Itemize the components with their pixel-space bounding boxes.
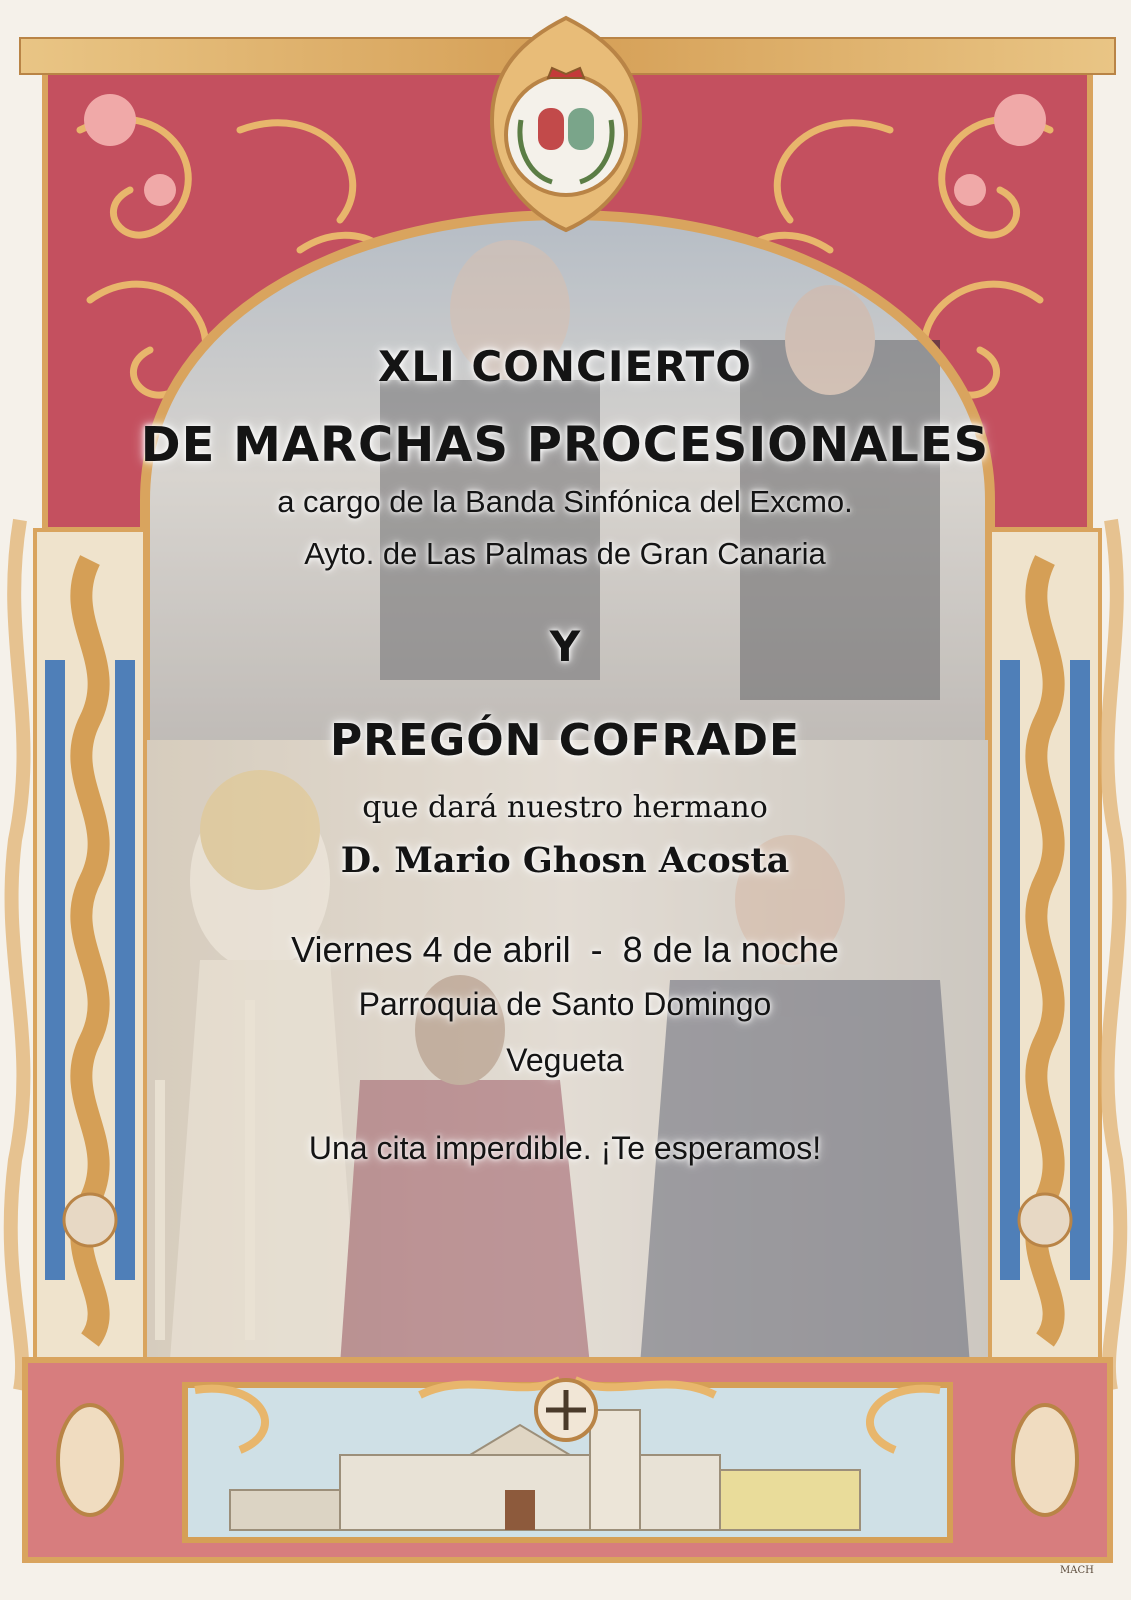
poster-text bbox=[140, 330, 990, 1168]
left-pillar bbox=[35, 530, 145, 1360]
pregon-title: PREGÓN COFRADE bbox=[329, 715, 801, 766]
pregon-intro: que dará nuestro hermano bbox=[362, 790, 768, 825]
artist-signature: MACH bbox=[1060, 1565, 1094, 1576]
speaker-name: D. Mario Ghosn Acosta bbox=[340, 840, 790, 881]
closing-message: Una cita imperdible. ¡Te esperamos! bbox=[308, 1130, 822, 1166]
band-line-2: Ayto. de Las Palmas de Gran Canaria bbox=[304, 536, 826, 571]
headline-line-1: XLI CONCIERTO bbox=[377, 342, 753, 391]
headline-line-2: DE MARCHAS PROCESIONALES bbox=[140, 417, 990, 473]
event-district: Vegueta bbox=[506, 1042, 624, 1078]
connector: Y bbox=[549, 622, 581, 671]
band-line-1: a cargo de la Banda Sinfónica del Excmo. bbox=[277, 484, 853, 519]
event-venue: Parroquia de Santo Domingo bbox=[358, 986, 772, 1022]
monogram-right-icon bbox=[1013, 1405, 1077, 1515]
monogram-left-icon bbox=[58, 1405, 122, 1515]
event-datetime: Viernes 4 de abril - 8 de la noche bbox=[291, 929, 839, 970]
right-pillar bbox=[990, 530, 1100, 1360]
